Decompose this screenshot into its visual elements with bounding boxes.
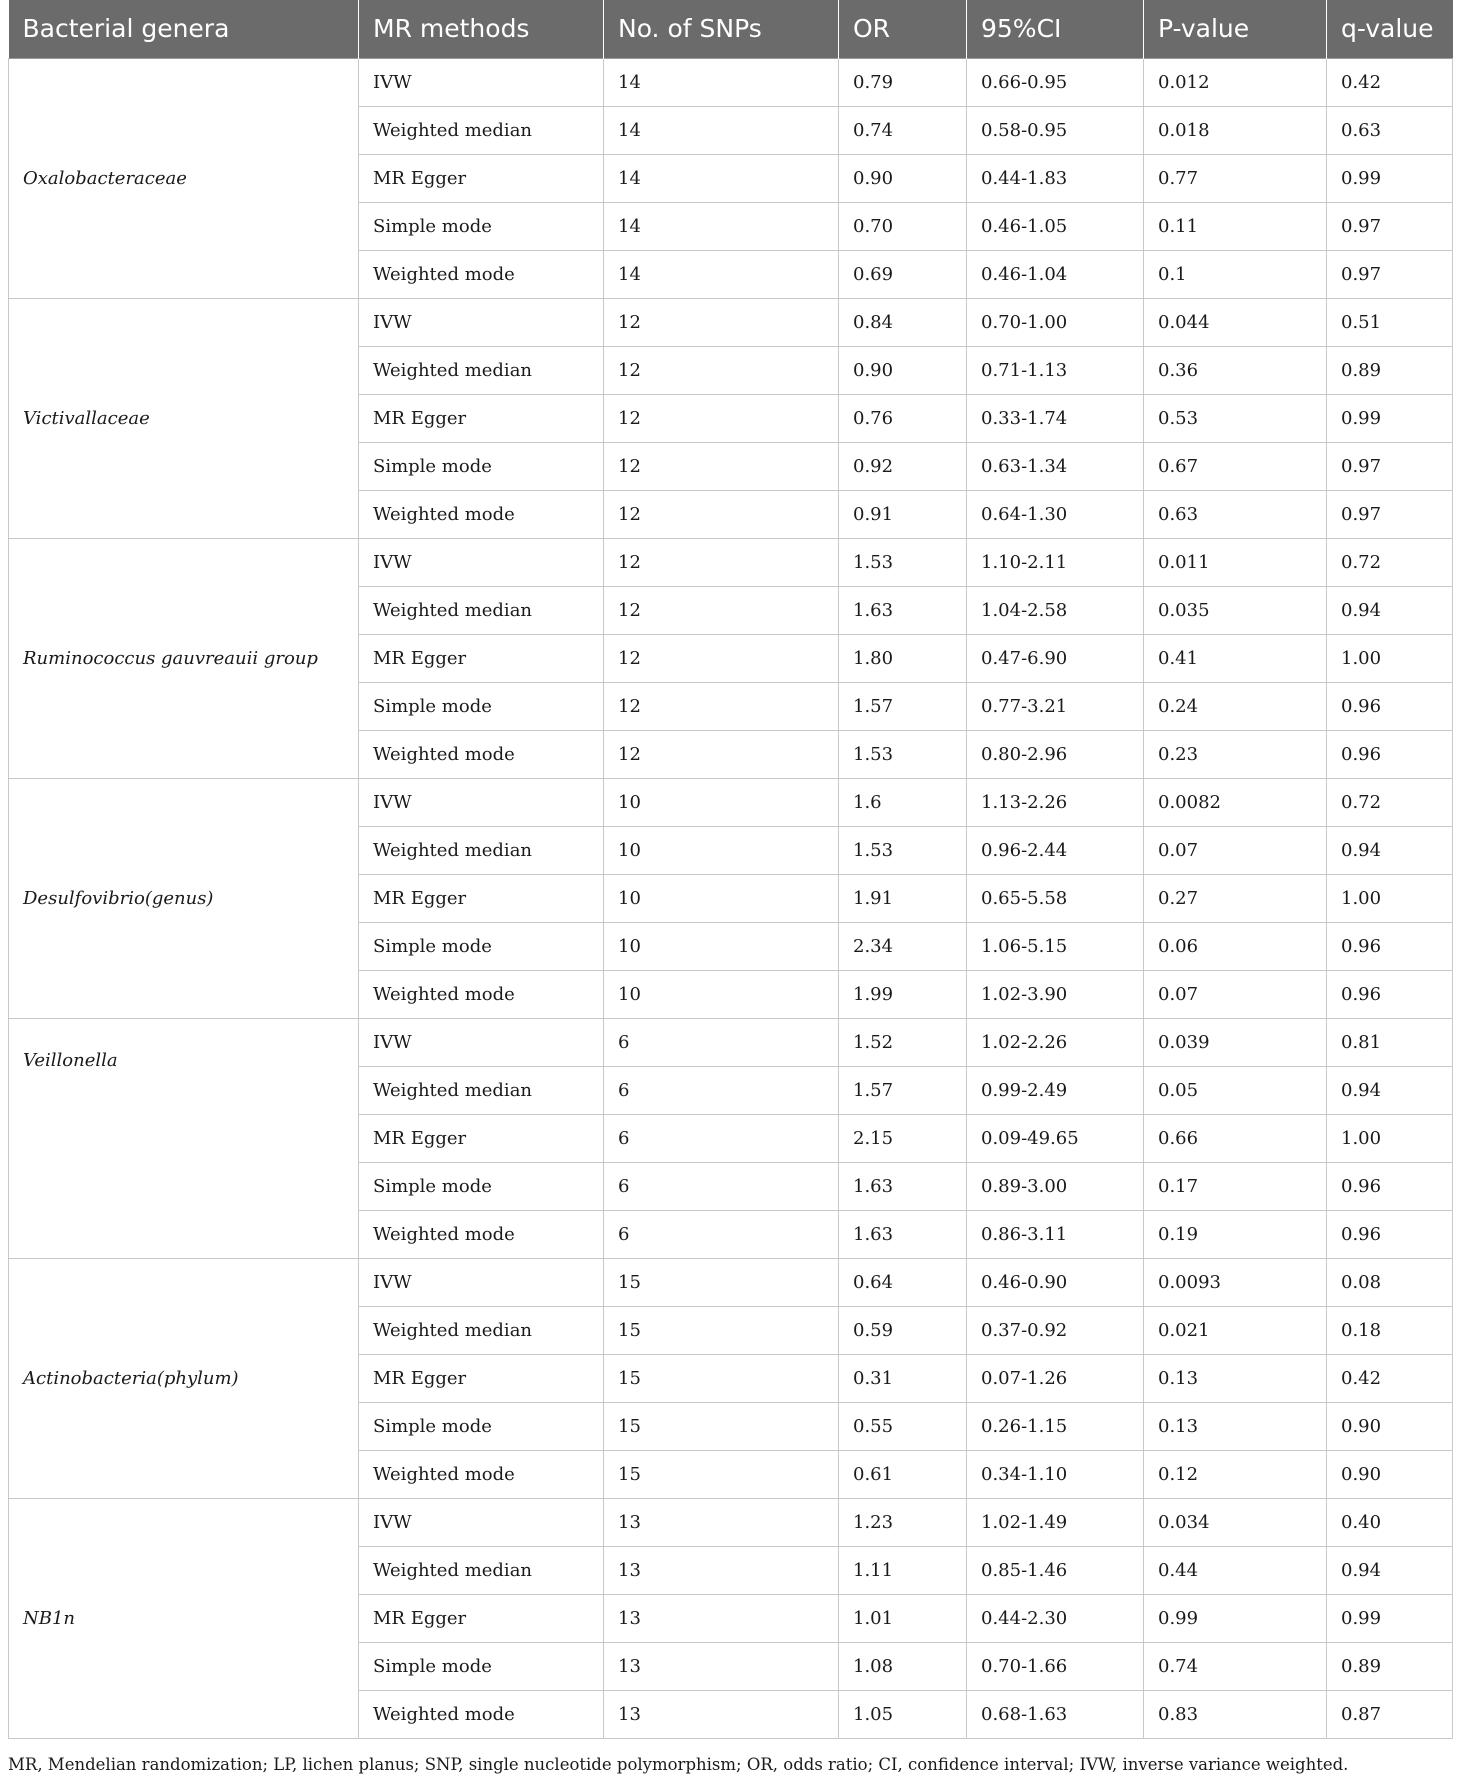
snp-count-cell: 12 bbox=[604, 730, 839, 778]
q-value-cell: 0.40 bbox=[1327, 1498, 1453, 1546]
q-value-cell: 0.94 bbox=[1327, 1546, 1453, 1594]
ci-cell: 0.33-1.74 bbox=[967, 394, 1144, 442]
or-cell: 1.63 bbox=[839, 1162, 967, 1210]
snp-count-cell: 13 bbox=[604, 1642, 839, 1690]
p-value-cell: 0.44 bbox=[1144, 1546, 1327, 1594]
p-value-cell: 0.53 bbox=[1144, 394, 1327, 442]
ci-cell: 0.70-1.66 bbox=[967, 1642, 1144, 1690]
p-value-cell: 0.0093 bbox=[1144, 1258, 1327, 1306]
or-cell: 1.05 bbox=[839, 1690, 967, 1738]
table-row bbox=[9, 1018, 1453, 1066]
p-value-cell: 0.13 bbox=[1144, 1402, 1327, 1450]
ci-cell: 0.09-49.65 bbox=[967, 1114, 1144, 1162]
genus-cell: Victivallaceae bbox=[9, 298, 359, 538]
snp-count-cell: 10 bbox=[604, 874, 839, 922]
or-cell: 0.64 bbox=[839, 1258, 967, 1306]
genus-cell: Oxalobacteraceae bbox=[9, 58, 359, 298]
ci-cell: 1.04-2.58 bbox=[967, 586, 1144, 634]
q-value-cell: 0.99 bbox=[1327, 394, 1453, 442]
or-cell: 0.31 bbox=[839, 1354, 967, 1402]
mr-method-cell: IVW bbox=[359, 1498, 604, 1546]
q-value-cell: 0.42 bbox=[1327, 58, 1453, 106]
p-value-cell: 0.034 bbox=[1144, 1498, 1327, 1546]
q-value-cell: 0.96 bbox=[1327, 682, 1453, 730]
snp-count-cell: 12 bbox=[604, 298, 839, 346]
q-value-cell: 0.97 bbox=[1327, 250, 1453, 298]
mr-method-cell: Simple mode bbox=[359, 202, 604, 250]
or-cell: 0.84 bbox=[839, 298, 967, 346]
snp-count-cell: 10 bbox=[604, 778, 839, 826]
or-cell: 0.90 bbox=[839, 154, 967, 202]
q-value-cell: 0.18 bbox=[1327, 1306, 1453, 1354]
snp-count-cell: 13 bbox=[604, 1690, 839, 1738]
results-table bbox=[8, 0, 1453, 1739]
ci-cell: 0.68-1.63 bbox=[967, 1690, 1144, 1738]
q-value-cell: 1.00 bbox=[1327, 634, 1453, 682]
q-value-cell: 0.87 bbox=[1327, 1690, 1453, 1738]
ci-cell: 0.99-2.49 bbox=[967, 1066, 1144, 1114]
table-row bbox=[9, 778, 1453, 826]
ci-cell: 0.80-2.96 bbox=[967, 730, 1144, 778]
snp-count-cell: 15 bbox=[604, 1354, 839, 1402]
ci-cell: 0.64-1.30 bbox=[967, 490, 1144, 538]
snp-count-cell: 14 bbox=[604, 58, 839, 106]
p-value-cell: 0.99 bbox=[1144, 1594, 1327, 1642]
header-p-value: P-value bbox=[1144, 0, 1327, 58]
p-value-cell: 0.23 bbox=[1144, 730, 1327, 778]
snp-count-cell: 12 bbox=[604, 682, 839, 730]
snp-count-cell: 12 bbox=[604, 346, 839, 394]
genus-cell: NB1n bbox=[9, 1498, 359, 1738]
mr-method-cell: Weighted mode bbox=[359, 1450, 604, 1498]
or-cell: 1.53 bbox=[839, 538, 967, 586]
p-value-cell: 0.13 bbox=[1144, 1354, 1327, 1402]
mr-method-cell: MR Egger bbox=[359, 154, 604, 202]
q-value-cell: 0.96 bbox=[1327, 970, 1453, 1018]
p-value-cell: 0.039 bbox=[1144, 1018, 1327, 1066]
ci-cell: 0.66-0.95 bbox=[967, 58, 1144, 106]
genus-cell: Veillonella bbox=[9, 1018, 359, 1258]
mr-method-cell: MR Egger bbox=[359, 1594, 604, 1642]
mr-method-cell: Simple mode bbox=[359, 682, 604, 730]
or-cell: 1.52 bbox=[839, 1018, 967, 1066]
genus-cell: Desulfovibrio(genus) bbox=[9, 778, 359, 1018]
snp-count-cell: 10 bbox=[604, 970, 839, 1018]
snp-count-cell: 15 bbox=[604, 1450, 839, 1498]
ci-cell: 0.46-1.05 bbox=[967, 202, 1144, 250]
or-cell: 0.91 bbox=[839, 490, 967, 538]
p-value-cell: 0.1 bbox=[1144, 250, 1327, 298]
or-cell: 0.69 bbox=[839, 250, 967, 298]
q-value-cell: 0.96 bbox=[1327, 922, 1453, 970]
ci-cell: 0.44-1.83 bbox=[967, 154, 1144, 202]
header-or: OR bbox=[839, 0, 967, 58]
snp-count-cell: 6 bbox=[604, 1162, 839, 1210]
q-value-cell: 0.90 bbox=[1327, 1402, 1453, 1450]
mr-method-cell: Weighted mode bbox=[359, 1210, 604, 1258]
snp-count-cell: 6 bbox=[604, 1114, 839, 1162]
p-value-cell: 0.24 bbox=[1144, 682, 1327, 730]
snp-count-cell: 6 bbox=[604, 1018, 839, 1066]
q-value-cell: 0.42 bbox=[1327, 1354, 1453, 1402]
table-row bbox=[9, 538, 1453, 586]
or-cell: 2.15 bbox=[839, 1114, 967, 1162]
ci-cell: 0.46-1.04 bbox=[967, 250, 1144, 298]
q-value-cell: 0.94 bbox=[1327, 1066, 1453, 1114]
ci-cell: 0.47-6.90 bbox=[967, 634, 1144, 682]
q-value-cell: 0.89 bbox=[1327, 1642, 1453, 1690]
ci-cell: 0.63-1.34 bbox=[967, 442, 1144, 490]
q-value-cell: 0.96 bbox=[1327, 1210, 1453, 1258]
genus-cell: Ruminococcus gauvreauii group bbox=[9, 538, 359, 778]
header-mr-methods: MR methods bbox=[359, 0, 604, 58]
q-value-cell: 0.89 bbox=[1327, 346, 1453, 394]
p-value-cell: 0.11 bbox=[1144, 202, 1327, 250]
snp-count-cell: 12 bbox=[604, 442, 839, 490]
snp-count-cell: 12 bbox=[604, 634, 839, 682]
q-value-cell: 0.97 bbox=[1327, 442, 1453, 490]
q-value-cell: 1.00 bbox=[1327, 1114, 1453, 1162]
p-value-cell: 0.27 bbox=[1144, 874, 1327, 922]
ci-cell: 1.06-5.15 bbox=[967, 922, 1144, 970]
p-value-cell: 0.17 bbox=[1144, 1162, 1327, 1210]
ci-cell: 0.26-1.15 bbox=[967, 1402, 1144, 1450]
mr-method-cell: Simple mode bbox=[359, 442, 604, 490]
or-cell: 0.79 bbox=[839, 58, 967, 106]
q-value-cell: 0.94 bbox=[1327, 826, 1453, 874]
q-value-cell: 0.51 bbox=[1327, 298, 1453, 346]
mr-method-cell: IVW bbox=[359, 778, 604, 826]
q-value-cell: 0.72 bbox=[1327, 538, 1453, 586]
ci-cell: 0.85-1.46 bbox=[967, 1546, 1144, 1594]
mr-method-cell: Weighted median bbox=[359, 346, 604, 394]
or-cell: 0.74 bbox=[839, 106, 967, 154]
mr-method-cell: Weighted median bbox=[359, 1066, 604, 1114]
or-cell: 2.34 bbox=[839, 922, 967, 970]
mr-method-cell: Simple mode bbox=[359, 922, 604, 970]
ci-cell: 1.02-1.49 bbox=[967, 1498, 1144, 1546]
p-value-cell: 0.77 bbox=[1144, 154, 1327, 202]
p-value-cell: 0.74 bbox=[1144, 1642, 1327, 1690]
or-cell: 1.99 bbox=[839, 970, 967, 1018]
ci-cell: 1.10-2.11 bbox=[967, 538, 1144, 586]
or-cell: 1.6 bbox=[839, 778, 967, 826]
mr-method-cell: Simple mode bbox=[359, 1402, 604, 1450]
q-value-cell: 0.96 bbox=[1327, 730, 1453, 778]
table-row bbox=[9, 58, 1453, 106]
table-row bbox=[9, 1258, 1453, 1306]
or-cell: 0.70 bbox=[839, 202, 967, 250]
ci-cell: 1.13-2.26 bbox=[967, 778, 1144, 826]
mr-method-cell: MR Egger bbox=[359, 1114, 604, 1162]
ci-cell: 0.44-2.30 bbox=[967, 1594, 1144, 1642]
mr-method-cell: Weighted mode bbox=[359, 1690, 604, 1738]
ci-cell: 0.89-3.00 bbox=[967, 1162, 1144, 1210]
mr-method-cell: MR Egger bbox=[359, 634, 604, 682]
mr-method-cell: Weighted mode bbox=[359, 250, 604, 298]
p-value-cell: 0.67 bbox=[1144, 442, 1327, 490]
ci-cell: 0.46-0.90 bbox=[967, 1258, 1144, 1306]
ci-cell: 0.37-0.92 bbox=[967, 1306, 1144, 1354]
ci-cell: 0.77-3.21 bbox=[967, 682, 1144, 730]
snp-count-cell: 10 bbox=[604, 922, 839, 970]
or-cell: 1.80 bbox=[839, 634, 967, 682]
or-cell: 0.92 bbox=[839, 442, 967, 490]
header-no-of-snps: No. of SNPs bbox=[604, 0, 839, 58]
q-value-cell: 0.99 bbox=[1327, 154, 1453, 202]
table-body bbox=[9, 58, 1453, 1738]
snp-count-cell: 6 bbox=[604, 1066, 839, 1114]
mr-method-cell: IVW bbox=[359, 298, 604, 346]
q-value-cell: 1.00 bbox=[1327, 874, 1453, 922]
p-value-cell: 0.06 bbox=[1144, 922, 1327, 970]
snp-count-cell: 15 bbox=[604, 1306, 839, 1354]
q-value-cell: 0.99 bbox=[1327, 1594, 1453, 1642]
table-row bbox=[9, 1498, 1453, 1546]
p-value-cell: 0.41 bbox=[1144, 634, 1327, 682]
or-cell: 1.57 bbox=[839, 682, 967, 730]
header-95ci: 95%CI bbox=[967, 0, 1144, 58]
p-value-cell: 0.63 bbox=[1144, 490, 1327, 538]
or-cell: 1.53 bbox=[839, 826, 967, 874]
mr-method-cell: Weighted median bbox=[359, 106, 604, 154]
p-value-cell: 0.0082 bbox=[1144, 778, 1327, 826]
genus-cell: Actinobacteria(phylum) bbox=[9, 1258, 359, 1498]
q-value-cell: 0.94 bbox=[1327, 586, 1453, 634]
p-value-cell: 0.035 bbox=[1144, 586, 1327, 634]
q-value-cell: 0.72 bbox=[1327, 778, 1453, 826]
q-value-cell: 0.08 bbox=[1327, 1258, 1453, 1306]
or-cell: 0.55 bbox=[839, 1402, 967, 1450]
mr-method-cell: IVW bbox=[359, 1258, 604, 1306]
p-value-cell: 0.011 bbox=[1144, 538, 1327, 586]
ci-cell: 0.96-2.44 bbox=[967, 826, 1144, 874]
snp-count-cell: 14 bbox=[604, 202, 839, 250]
snp-count-cell: 12 bbox=[604, 394, 839, 442]
p-value-cell: 0.07 bbox=[1144, 970, 1327, 1018]
p-value-cell: 0.83 bbox=[1144, 1690, 1327, 1738]
snp-count-cell: 14 bbox=[604, 106, 839, 154]
snp-count-cell: 13 bbox=[604, 1498, 839, 1546]
snp-count-cell: 14 bbox=[604, 250, 839, 298]
ci-cell: 1.02-3.90 bbox=[967, 970, 1144, 1018]
mr-method-cell: Simple mode bbox=[359, 1162, 604, 1210]
ci-cell: 0.07-1.26 bbox=[967, 1354, 1144, 1402]
ci-cell: 0.34-1.10 bbox=[967, 1450, 1144, 1498]
snp-count-cell: 14 bbox=[604, 154, 839, 202]
or-cell: 1.63 bbox=[839, 1210, 967, 1258]
mr-method-cell: IVW bbox=[359, 58, 604, 106]
p-value-cell: 0.05 bbox=[1144, 1066, 1327, 1114]
p-value-cell: 0.36 bbox=[1144, 346, 1327, 394]
or-cell: 1.53 bbox=[839, 730, 967, 778]
mr-method-cell: MR Egger bbox=[359, 1354, 604, 1402]
q-value-cell: 0.90 bbox=[1327, 1450, 1453, 1498]
p-value-cell: 0.012 bbox=[1144, 58, 1327, 106]
snp-count-cell: 15 bbox=[604, 1402, 839, 1450]
or-cell: 1.23 bbox=[839, 1498, 967, 1546]
p-value-cell: 0.044 bbox=[1144, 298, 1327, 346]
snp-count-cell: 12 bbox=[604, 586, 839, 634]
snp-count-cell: 12 bbox=[604, 538, 839, 586]
or-cell: 1.63 bbox=[839, 586, 967, 634]
or-cell: 1.57 bbox=[839, 1066, 967, 1114]
or-cell: 0.76 bbox=[839, 394, 967, 442]
ci-cell: 0.71-1.13 bbox=[967, 346, 1144, 394]
q-value-cell: 0.97 bbox=[1327, 202, 1453, 250]
p-value-cell: 0.018 bbox=[1144, 106, 1327, 154]
or-cell: 0.61 bbox=[839, 1450, 967, 1498]
table-row bbox=[9, 298, 1453, 346]
or-cell: 1.01 bbox=[839, 1594, 967, 1642]
ci-cell: 1.02-2.26 bbox=[967, 1018, 1144, 1066]
mr-method-cell: Weighted mode bbox=[359, 490, 604, 538]
ci-cell: 0.70-1.00 bbox=[967, 298, 1144, 346]
table-footnote: MR, Mendelian randomization; LP, lichen planus; SNP, single nucleotide polymorphism; OR, odds ratio; CI, confidence interval; IVW, inverse variance weighted. bbox=[8, 1755, 1349, 1774]
q-value-cell: 0.96 bbox=[1327, 1162, 1453, 1210]
q-value-cell: 0.97 bbox=[1327, 490, 1453, 538]
ci-cell: 0.65-5.58 bbox=[967, 874, 1144, 922]
mr-method-cell: Weighted mode bbox=[359, 970, 604, 1018]
header-row bbox=[9, 0, 1453, 58]
mr-method-cell: IVW bbox=[359, 538, 604, 586]
or-cell: 1.08 bbox=[839, 1642, 967, 1690]
mr-method-cell: MR Egger bbox=[359, 874, 604, 922]
or-cell: 0.90 bbox=[839, 346, 967, 394]
snp-count-cell: 12 bbox=[604, 490, 839, 538]
mr-method-cell: IVW bbox=[359, 1018, 604, 1066]
p-value-cell: 0.07 bbox=[1144, 826, 1327, 874]
mr-method-cell: Weighted median bbox=[359, 826, 604, 874]
snp-count-cell: 15 bbox=[604, 1258, 839, 1306]
mr-method-cell: Weighted median bbox=[359, 1306, 604, 1354]
p-value-cell: 0.021 bbox=[1144, 1306, 1327, 1354]
mr-method-cell: Weighted median bbox=[359, 1546, 604, 1594]
mr-method-cell: Weighted median bbox=[359, 586, 604, 634]
mr-method-cell: MR Egger bbox=[359, 394, 604, 442]
snp-count-cell: 13 bbox=[604, 1546, 839, 1594]
p-value-cell: 0.19 bbox=[1144, 1210, 1327, 1258]
q-value-cell: 0.81 bbox=[1327, 1018, 1453, 1066]
snp-count-cell: 13 bbox=[604, 1594, 839, 1642]
q-value-cell: 0.63 bbox=[1327, 106, 1453, 154]
or-cell: 1.91 bbox=[839, 874, 967, 922]
snp-count-cell: 6 bbox=[604, 1210, 839, 1258]
mr-method-cell: Weighted mode bbox=[359, 730, 604, 778]
ci-cell: 0.86-3.11 bbox=[967, 1210, 1144, 1258]
or-cell: 1.11 bbox=[839, 1546, 967, 1594]
header-bacterial-genera: Bacterial genera bbox=[9, 0, 359, 58]
header-q-value: q-value bbox=[1327, 0, 1453, 58]
ci-cell: 0.58-0.95 bbox=[967, 106, 1144, 154]
snp-count-cell: 10 bbox=[604, 826, 839, 874]
mr-method-cell: Simple mode bbox=[359, 1642, 604, 1690]
p-value-cell: 0.66 bbox=[1144, 1114, 1327, 1162]
or-cell: 0.59 bbox=[839, 1306, 967, 1354]
p-value-cell: 0.12 bbox=[1144, 1450, 1327, 1498]
